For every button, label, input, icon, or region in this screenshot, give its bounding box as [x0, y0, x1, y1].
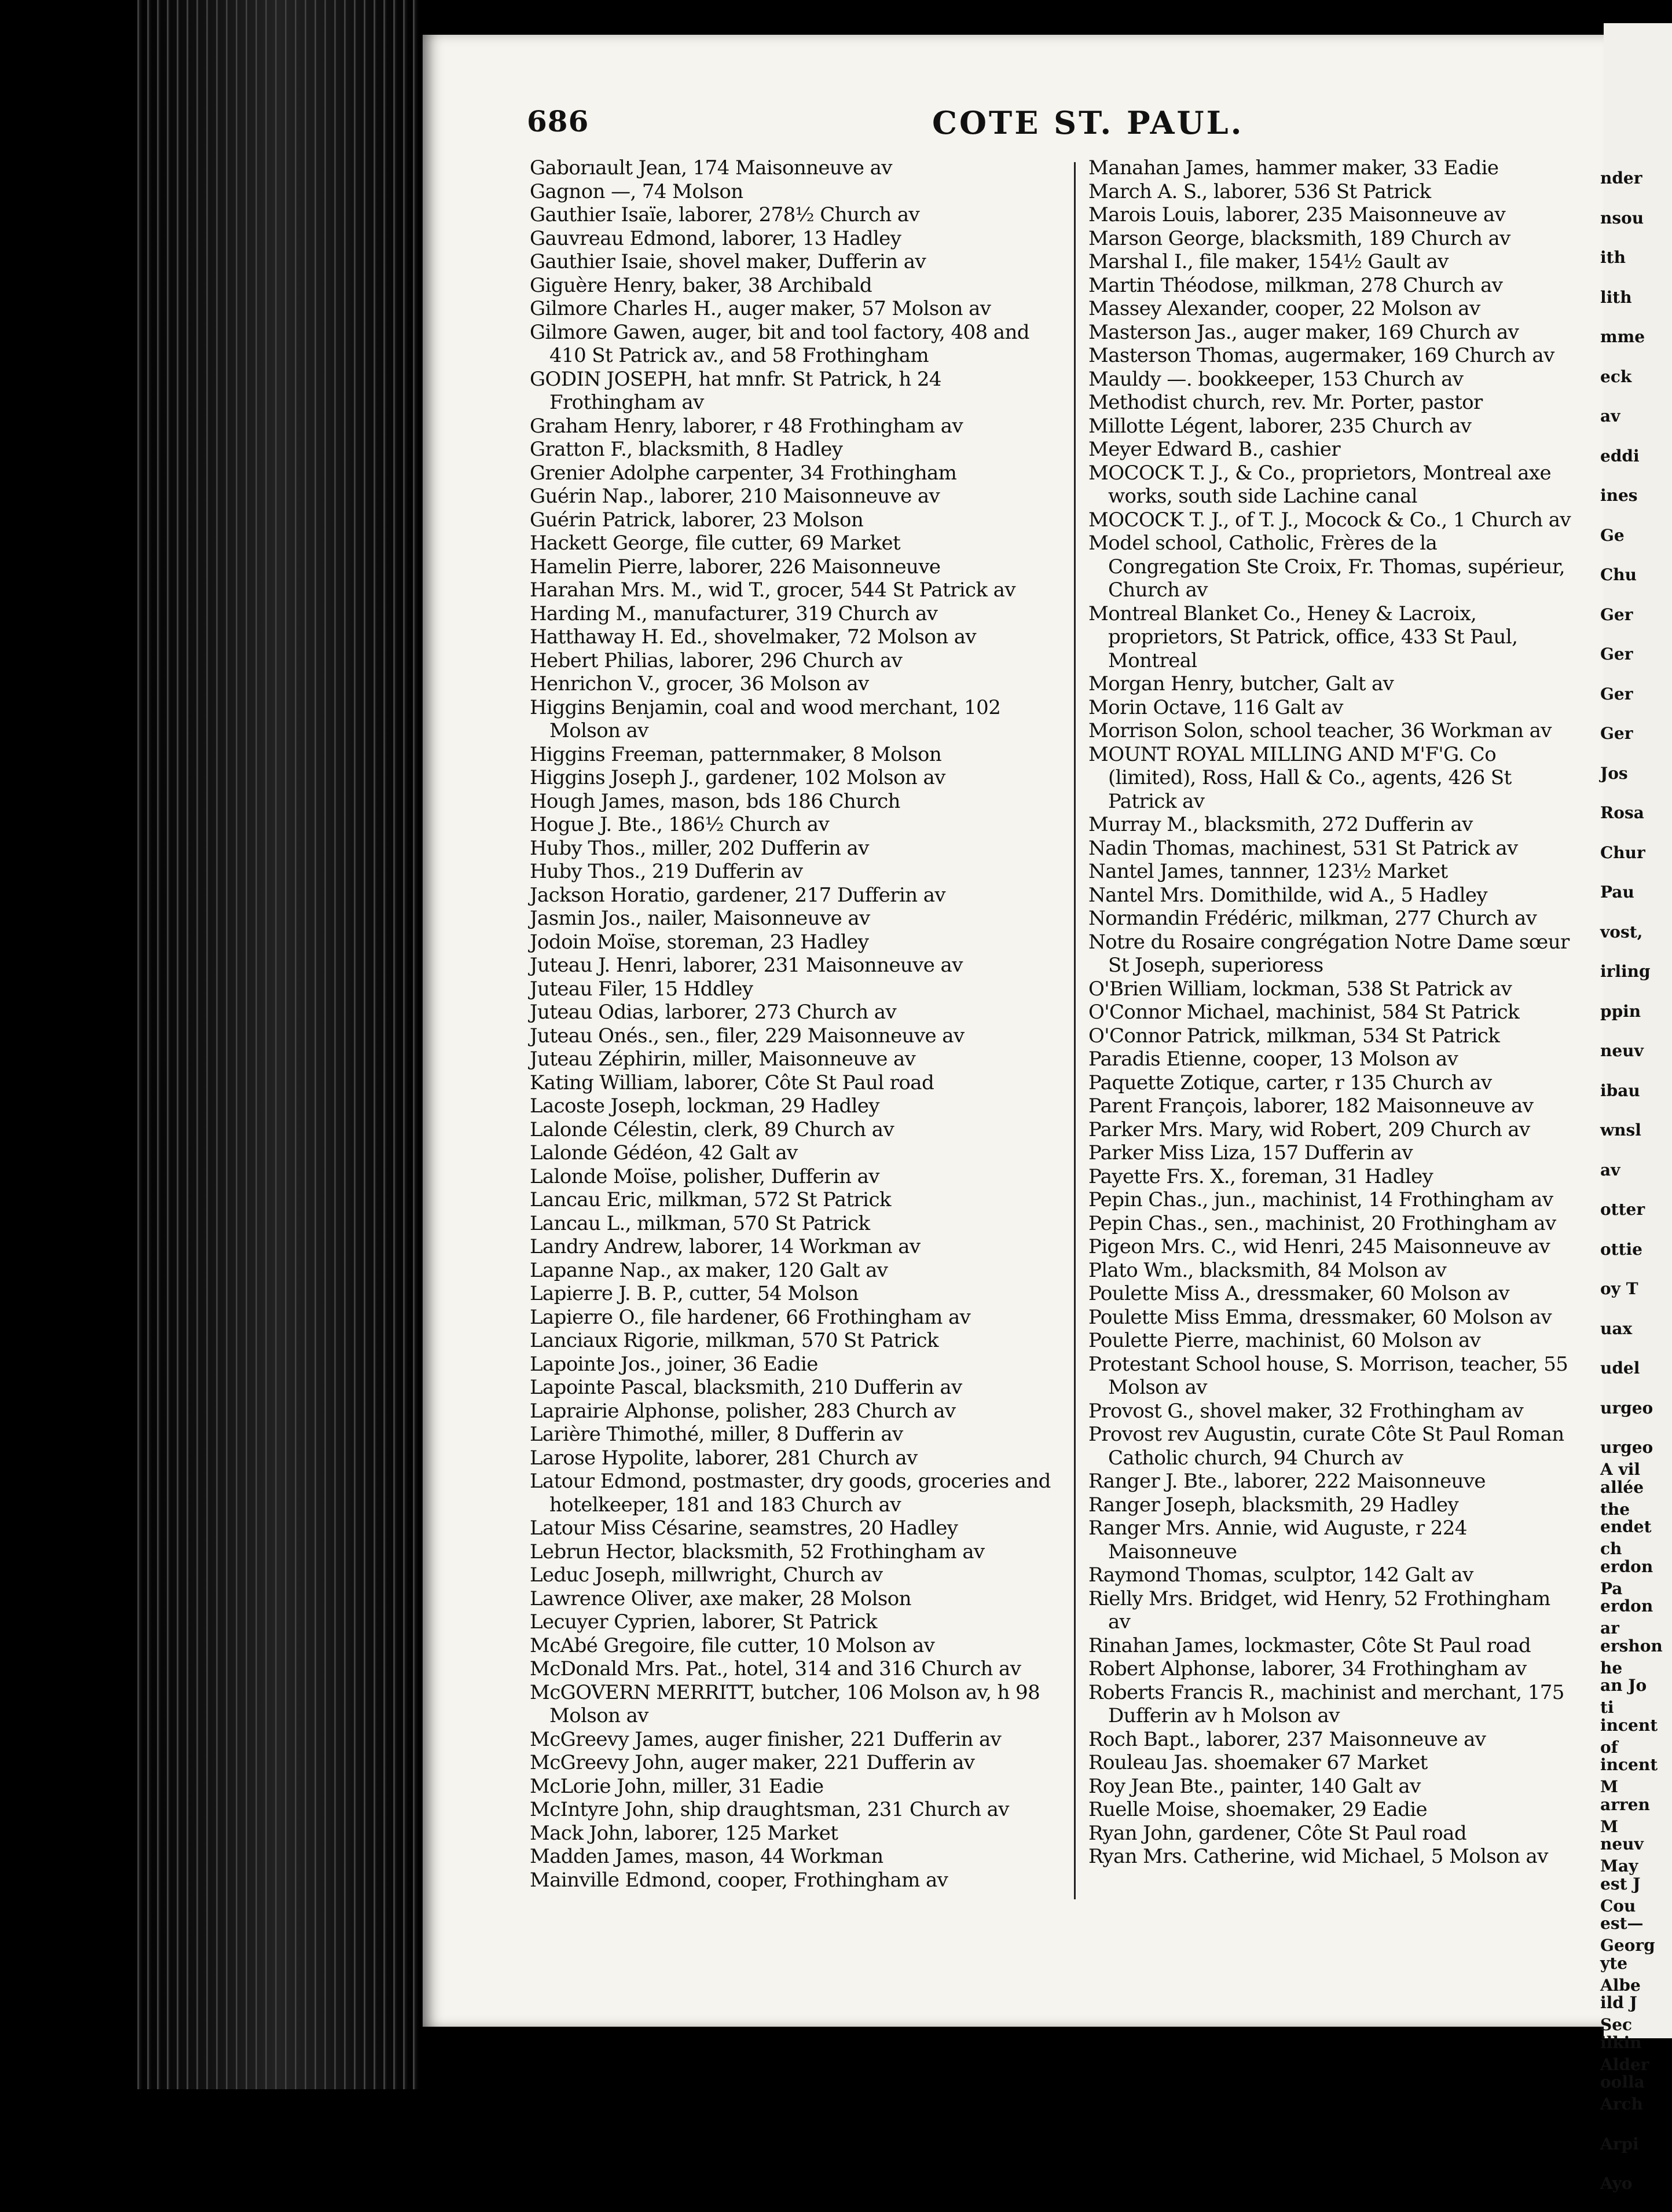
edge-fragment: arren: [1600, 1794, 1650, 1814]
directory-entry: Gilmore Gawen, auger, bit and tool factory, 408 and 410 St Patrick av., and 58 Frothingham: [530, 320, 1029, 367]
edge-fragment: urgeo: [1600, 1398, 1653, 1418]
edge-fragment: ines: [1600, 486, 1638, 505]
page-title: COTE ST. PAUL.: [932, 104, 1244, 141]
edge-fragment: nsou: [1600, 208, 1644, 228]
directory-entry: Jackson Horatio, gardener, 217 Dufferin av: [530, 883, 946, 907]
edge-fragment: ppin: [1600, 1001, 1641, 1021]
directory-entry: Lapointe Pascal, blacksmith, 210 Dufferin av: [530, 1376, 962, 1399]
directory-entry: Juteau Filer, 15 Hddley: [530, 977, 753, 1001]
edge-fragment: incent: [1600, 1755, 1658, 1774]
directory-entry: MOCOCK T. J., of T. J., Mocock & Co., 1 Church av: [1088, 508, 1571, 532]
directory-entry: Lancau Eric, milkman, 572 St Patrick: [530, 1188, 891, 1211]
edge-fragment: Ger: [1600, 724, 1633, 743]
edge-fragment: ar: [1600, 1618, 1619, 1638]
edge-fragment: mme: [1600, 327, 1645, 346]
edge-fragment: neuv: [1600, 1834, 1644, 1854]
directory-entry: Leduc Joseph, millwright, Church av: [530, 1563, 883, 1587]
directory-entry: Nantel James, tannner, 123½ Market: [1088, 860, 1448, 883]
directory-entry: Marshal I., file maker, 154½ Gault av: [1088, 250, 1449, 273]
directory-entry: Latour Edmond, postmaster, dry goods, groceries and hotelkeeper, 181 and 183 Church av: [530, 1470, 1051, 1517]
directory-entry: Morrison Solon, school teacher, 36 Workman av: [1088, 719, 1552, 742]
directory-entry: Lancau L., milkman, 570 St Patrick: [530, 1211, 870, 1235]
directory-entry: Giguère Henry, baker, 38 Archibald: [530, 273, 872, 297]
directory-entry: March A. S., laborer, 536 St Patrick: [1088, 180, 1431, 203]
directory-entry: Marois Louis, laborer, 235 Maisonneuve av: [1088, 203, 1506, 226]
edge-fragment: Pau: [1600, 882, 1634, 902]
directory-entry: Ranger Joseph, blacksmith, 29 Hadley: [1088, 1493, 1459, 1517]
directory-entry: Payette Frs. X., foreman, 31 Hadley: [1088, 1164, 1433, 1188]
edge-fragment: Cou: [1600, 1896, 1636, 1916]
edge-fragment: ti: [1600, 1698, 1614, 1717]
page-header: [423, 69, 1604, 145]
directory-entry: Lapointe Jos., joiner, 36 Eadie: [530, 1352, 818, 1376]
directory-entry: Notre du Rosaire congrégation Notre Dame sœur St Joseph, superioress: [1088, 930, 1570, 977]
edge-fragment: Georg: [1600, 1936, 1655, 1955]
directory-entry: Kating William, laborer, Côte St Paul road: [530, 1071, 934, 1094]
directory-entry: Parker Miss Liza, 157 Dufferin av: [1088, 1141, 1413, 1164]
directory-entry: Murray M., blacksmith, 272 Dufferin av: [1088, 813, 1473, 836]
directory-entry: Gauthier Isaïe, laborer, 278½ Church av: [530, 203, 920, 226]
directory-entry: Morgan Henry, butcher, Galt av: [1088, 672, 1394, 695]
directory-entry: Roch Bapt., laborer, 237 Maisonneuve av: [1088, 1727, 1486, 1751]
book-spine: [133, 0, 423, 2089]
directory-entry: Madden James, mason, 44 Workman: [530, 1845, 883, 1868]
directory-entry: Lalonde Gédéon, 42 Galt av: [530, 1141, 798, 1164]
directory-entry: Marson George, blacksmith, 189 Church av: [1088, 226, 1510, 250]
directory-entry: Poulette Miss Emma, dressmaker, 60 Molson av: [1088, 1305, 1552, 1329]
directory-entry: McGreevy James, auger finisher, 221 Dufferin av: [530, 1727, 1002, 1751]
edge-fragment: M: [1600, 1777, 1618, 1796]
directory-entry: Rinahan James, lockmaster, Côte St Paul road: [1088, 1634, 1531, 1657]
directory-entry: Rouleau Jas. shoemaker 67 Market: [1088, 1751, 1428, 1774]
edge-fragment: ershon: [1600, 1636, 1663, 1656]
directory-entry: Gaborıault Jean, 174 Maisonneuve av: [530, 156, 892, 180]
directory-entry: Gauthier Isaie, shovel maker, Dufferin av: [530, 250, 926, 273]
directory-entry: Hackett George, file cutter, 69 Market: [530, 532, 901, 555]
directory-entry: Higgins Benjamin, coal and wood merchant, 102 Molson av: [530, 695, 1001, 742]
edge-fragment: neuv: [1600, 1041, 1644, 1060]
directory-entry: Plato Wm., blacksmith, 84 Molson av: [1088, 1258, 1447, 1282]
edge-fragment: ith: [1600, 248, 1626, 267]
edge-fragment: erdon: [1600, 1557, 1653, 1576]
directory-entry: McIntyre John, ship draughtsman, 231 Church av: [530, 1798, 1009, 1821]
edge-fragment: Ge: [1600, 525, 1625, 545]
directory-entry: Jasmin Jos., nailer, Maisonneuve av: [530, 907, 870, 930]
edge-fragment: lith: [1600, 287, 1632, 307]
directory-entry: Guérin Patrick, laborer, 23 Molson: [530, 508, 864, 532]
edge-fragment: eddi: [1600, 446, 1640, 466]
directory-entry: Masterson Jas., auger maker, 169 Church av: [1088, 320, 1519, 344]
directory-entry: Protestant School house, S. Morrison, teacher, 55 Molson av: [1088, 1352, 1568, 1399]
directory-entry: McGOVERN MERRITT, butcher, 106 Molson av, h 98 Molson av: [530, 1680, 1040, 1727]
directory-entry: Millotte Légent, laborer, 235 Church av: [1088, 414, 1472, 438]
edge-fragment: Arpi: [1600, 2134, 1639, 2154]
edge-fragment: Alder: [1600, 2054, 1649, 2074]
edge-fragment: incent: [1600, 1715, 1658, 1735]
directory-entry: Harding M., manufacturer, 319 Church av: [530, 602, 938, 625]
directory-entry: Nadin Thomas, machinest, 531 St Patrick av: [1088, 836, 1518, 860]
edge-fragment: oolla: [1600, 2072, 1645, 2092]
directory-entry: GODIN JOSEPH, hat mnfr. St Patrick, h 24 Frothingham av: [530, 367, 941, 414]
directory-entry: Gauvreau Edmond, laborer, 13 Hadley: [530, 226, 901, 250]
edge-fragment: Sec: [1600, 2015, 1633, 2034]
directory-entry: Juteau J. Henri, laborer, 231 Maisonneuve av: [530, 954, 963, 977]
column-divider: [1074, 162, 1076, 1899]
directory-entry: Rielly Mrs. Bridget, wid Henry, 52 Frothingham av: [1088, 1587, 1550, 1634]
edge-fragment: udel: [1600, 1358, 1640, 1378]
directory-entry: Ranger Mrs. Annie, wid Auguste, r 224 Maisonneuve: [1088, 1517, 1467, 1563]
directory-entry: Provost rev Augustin, curate Côte St Paul Roman Catholic church, 94 Church av: [1088, 1423, 1564, 1470]
edge-fragment: uax: [1600, 1319, 1633, 1338]
edge-fragment: Chu: [1600, 565, 1637, 584]
directory-entry: Lalonde Moïse, polisher, Dufferin av: [530, 1164, 879, 1188]
edge-fragment: Chur: [1600, 843, 1645, 862]
directory-entry: Nantel Mrs. Domithilde, wid A., 5 Hadley: [1088, 883, 1488, 907]
directory-entry: Hamelin Pierre, laborer, 226 Maisonneuve: [530, 555, 941, 578]
directory-entry: Larose Hypolite, laborer, 281 Church av: [530, 1446, 918, 1470]
directory-entry: O'Connor Patrick, milkman, 534 St Patrick: [1088, 1024, 1500, 1048]
directory-entry: Harahan Mrs. M., wid T., grocer, 544 St Patrick av: [530, 578, 1015, 602]
directory-entry: Higgins Joseph J., gardener, 102 Molson av: [530, 766, 945, 789]
directory-entry: Mack John, laborer, 125 Market: [530, 1821, 838, 1845]
edge-fragment: an Jo: [1600, 1676, 1647, 1695]
directory-entry: Hatthaway H. Ed., shovelmaker, 72 Molson av: [530, 625, 976, 649]
directory-entry: Lecuyer Cyprien, laborer, St Patrick: [530, 1610, 877, 1634]
edge-fragment: nder: [1600, 169, 1642, 188]
edge-fragment: ch: [1600, 1539, 1622, 1558]
directory-entry: Roy Jean Bte., painter, 140 Galt av: [1088, 1774, 1421, 1798]
directory-entry: Normandin Frédéric, milkman, 277 Church av: [1088, 907, 1537, 930]
directory-entry: Higgins Freeman, patternmaker, 8 Molson: [530, 742, 942, 766]
edge-fragment: Jos: [1600, 763, 1628, 783]
book-shadow: [0, 0, 139, 2089]
edge-fragment: allée: [1600, 1477, 1644, 1497]
next-page-edge: [1600, 23, 1672, 2193]
directory-entry: Lapierre O., file hardener, 66 Frothingham av: [530, 1305, 971, 1329]
edge-fragment: av: [1600, 406, 1620, 426]
directory-entry: Pepin Chas., sen., machinist, 20 Frothingham av: [1088, 1211, 1556, 1235]
directory-entry: Manahan James, hammer maker, 33 Eadie: [1088, 156, 1499, 180]
edge-fragment: Pa: [1600, 1579, 1623, 1598]
edge-fragment: he: [1600, 1658, 1623, 1678]
edge-fragment: vost,: [1600, 922, 1643, 942]
directory-entry: Ranger J. Bte., laborer, 222 Maisonneuve: [1088, 1470, 1486, 1493]
edge-fragment: urgeo: [1600, 1438, 1653, 1457]
directory-page: [423, 35, 1604, 2027]
directory-entry: Gratton F., blacksmith, 8 Hadley: [530, 438, 843, 461]
edge-fragment: yte: [1600, 1953, 1628, 1973]
edge-fragment: Albe: [1600, 1975, 1641, 1995]
directory-entry: Larière Thimothé, miller, 8 Dufferin av: [530, 1423, 903, 1446]
directory-entry: McDonald Mrs. Pat., hotel, 314 and 316 Church av: [530, 1657, 1021, 1680]
edge-fragment: otter: [1600, 1200, 1645, 1219]
directory-entry: Martin Théodose, milkman, 278 Church av: [1088, 273, 1503, 297]
directory-entry: Model school, Catholic, Frères de la Congregation Ste Croix, Fr. Thomas, supérieur, Church av: [1088, 532, 1565, 602]
directory-entry: Grenier Adolphe carpenter, 34 Frothingham: [530, 461, 957, 485]
directory-entry: Latour Miss Césarine, seamstres, 20 Hadley: [530, 1517, 958, 1540]
directory-entry: Hebert Philias, laborer, 296 Church av: [530, 649, 903, 672]
directory-entry: Methodist church, rev. Mr. Porter, pastor: [1088, 391, 1483, 414]
edge-fragment: Arch: [1600, 2094, 1643, 2114]
page-number: 686: [527, 104, 589, 138]
directory-entry: Robert Alphonse, laborer, 34 Frothingham av: [1088, 1657, 1527, 1680]
directory-entry: Pepin Chas., jun., machinist, 14 Frothingham av: [1088, 1188, 1553, 1211]
edge-fragment: av: [1600, 1160, 1620, 1180]
next-page-lower-fragments: [1600, 1442, 1672, 2212]
directory-entry: Lapierre J. B. P., cutter, 54 Molson: [530, 1282, 859, 1305]
directory-entry: Huby Thos., 219 Dufferin av: [530, 860, 803, 883]
directory-entry: Lacoste Joseph, lockman, 29 Hadley: [530, 1094, 879, 1118]
directory-entry: Raymond Thomas, sculptor, 142 Galt av: [1088, 1563, 1473, 1587]
directory-entry: Massey Alexander, cooper, 22 Molson av: [1088, 297, 1480, 320]
directory-entry: Provost G., shovel maker, 32 Frothingham av: [1088, 1399, 1524, 1423]
directory-entry: Hogue J. Bte., 186½ Church av: [530, 813, 830, 836]
edge-fragment: endet: [1600, 1517, 1652, 1536]
edge-fragment: est—: [1600, 1914, 1644, 1933]
edge-fragment: ild J: [1600, 1993, 1637, 2012]
directory-entry: Paquette Zotique, carter, r 135 Church av: [1088, 1071, 1492, 1094]
directory-entry: Huby Thos., miller, 202 Dufferin av: [530, 836, 869, 860]
directory-entry: McGreevy John, auger maker, 221 Dufferin av: [530, 1751, 975, 1774]
directory-entry: McAbé Gregoire, file cutter, 10 Molson av: [530, 1634, 935, 1657]
edge-fragment: irling: [1600, 962, 1651, 981]
directory-entry: Lapanne Nap., ax maker, 120 Galt av: [530, 1258, 888, 1282]
directory-entry: Gilmore Charles H., auger maker, 57 Molson av: [530, 297, 991, 320]
directory-entry: McLorie John, miller, 31 Eadie: [530, 1774, 824, 1798]
edge-fragment: Rosa: [1600, 803, 1644, 822]
edge-fragment: Ayo: [1600, 2174, 1633, 2193]
directory-entry: Ruelle Moise, shoemaker, 29 Eadie: [1088, 1798, 1428, 1821]
directory-entry: Montreal Blanket Co., Heney & Lacroix, proprietors, St Patrick, office, 433 St Paul, Montreal: [1088, 602, 1518, 672]
directory-entry: Ryan John, gardener, Côte St Paul road: [1088, 1821, 1467, 1845]
directory-entry: Laprairie Alphonse, polisher, 283 Church av: [530, 1399, 956, 1423]
directory-entry: O'Brien William, lockman, 538 St Patrick av: [1088, 977, 1512, 1001]
edge-fragment: of: [1600, 1737, 1618, 1757]
edge-fragment: ilkin: [1600, 2032, 1642, 2052]
directory-entry: Masterson Thomas, augermaker, 169 Church av: [1088, 344, 1554, 367]
directory-entry: Lawrence Oliver, axe maker, 28 Molson: [530, 1587, 911, 1610]
edge-fragment: A vil: [1600, 1460, 1641, 1479]
directory-entry: Mainville Edmond, cooper, Frothingham av: [530, 1868, 948, 1892]
directory-entry: MOUNT ROYAL MILLING AND M'F'G. Co (limited), Ross, Hall & Co., agents, 426 St Patrick av: [1088, 742, 1512, 813]
directory-entry: Meyer Edward B., cashier: [1088, 438, 1341, 461]
directory-entry: Gagnon —, 74 Molson: [530, 180, 743, 203]
directory-entry: Landry Andrew, laborer, 14 Workman av: [530, 1235, 921, 1258]
directory-entry: Lalonde Célestin, clerk, 89 Church av: [530, 1118, 894, 1141]
directory-entry: Henrichon V., grocer, 36 Molson av: [530, 672, 869, 695]
directory-entry: Juteau Odias, larborer, 273 Church av: [530, 1001, 897, 1024]
edge-fragment: oy T: [1600, 1279, 1638, 1298]
directory-entry: Lebrun Hector, blacksmith, 52 Frothingham av: [530, 1540, 985, 1563]
edge-fragment: the: [1600, 1499, 1630, 1519]
edge-fragment: eck: [1600, 367, 1632, 386]
directory-entry: Mauldy —. bookkeeper, 153 Church av: [1088, 367, 1464, 391]
directory-entry: Hough James, mason, bds 186 Church: [530, 789, 900, 813]
edge-fragment: May: [1600, 1856, 1638, 1876]
directory-entry: Parent François, laborer, 182 Maisonneuve av: [1088, 1094, 1534, 1118]
directory-entry: Roberts Francis R., machinist and merchant, 175 Dufferin av h Molson av: [1088, 1680, 1564, 1727]
edge-fragment: est J: [1600, 1874, 1641, 1894]
edge-fragment: ibau: [1600, 1081, 1640, 1100]
directory-entry: Juteau Zéphirin, miller, Maisonneuve av: [530, 1048, 916, 1071]
edge-fragment: wnsl: [1600, 1120, 1641, 1140]
directory-entry: Morin Octave, 116 Galt av: [1088, 695, 1343, 719]
directory-entry: Juteau Onés., sen., filer, 229 Maisonneuve av: [530, 1024, 965, 1048]
directory-entry: Parker Mrs. Mary, wid Robert, 209 Church av: [1088, 1118, 1530, 1141]
directory-entry: Ryan Mrs. Catherine, wid Michael, 5 Molson av: [1088, 1845, 1548, 1868]
directory-entry: Jodoin Moïse, storeman, 23 Hadley: [530, 930, 869, 954]
directory-entry: Paradis Etienne, cooper, 13 Molson av: [1088, 1048, 1458, 1071]
left-column: [530, 156, 1062, 1892]
directory-entry: O'Connor Michael, machinist, 584 St Patrick: [1088, 1001, 1520, 1024]
edge-fragment: Ger: [1600, 605, 1633, 624]
directory-entry: Poulette Miss A., dressmaker, 60 Molson av: [1088, 1282, 1510, 1305]
right-column: [1088, 156, 1575, 1869]
directory-entry: Lanciaux Rigorie, milkman, 570 St Patrick: [530, 1329, 938, 1352]
edge-fragment: erdon: [1600, 1596, 1653, 1616]
edge-fragment: ottie: [1600, 1239, 1642, 1259]
directory-entry: Pigeon Mrs. C., wid Henri, 245 Maisonneuve av: [1088, 1235, 1550, 1258]
directory-entry: Poulette Pierre, machinist, 60 Molson av: [1088, 1329, 1481, 1352]
directory-entry: MOCOCK T. J., & Co., proprietors, Montreal axe works, south side Lachine canal: [1088, 461, 1551, 508]
edge-fragment: M: [1600, 1817, 1618, 1836]
edge-fragment: Ger: [1600, 644, 1633, 664]
edge-fragment: Ger: [1600, 684, 1633, 704]
directory-entry: Guérin Nap., laborer, 210 Maisonneuve av: [530, 485, 940, 508]
directory-entry: Graham Henry, laborer, r 48 Frothingham av: [530, 414, 963, 438]
